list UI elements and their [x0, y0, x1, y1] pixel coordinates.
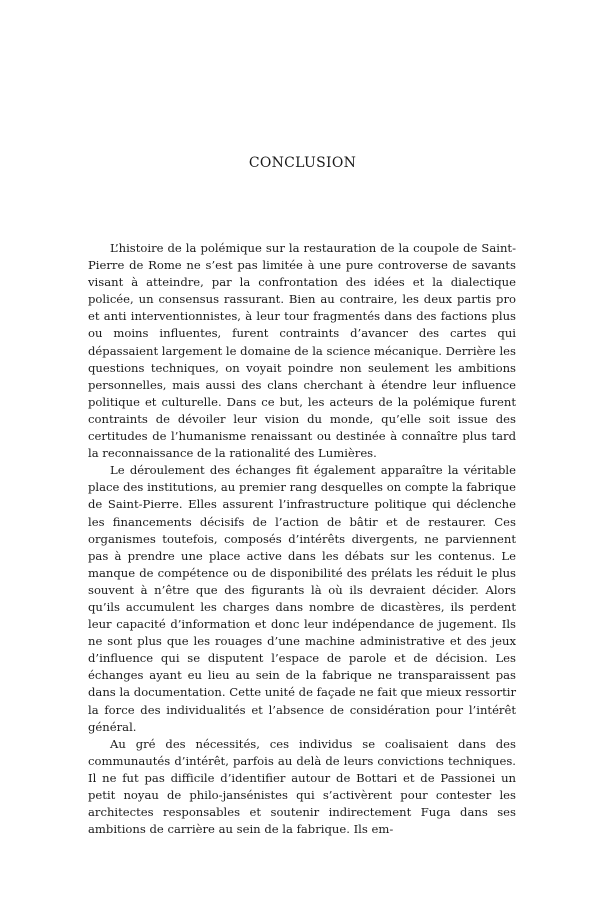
body-text [88, 240, 516, 838]
chapter-title: CONCLUSION [248, 155, 357, 171]
paragraph: L’histoire de la polémique sur la restauration de la coupole de Saint-Pierre de Rome ne s’est pas limitée à une pure controverse de savants visant à atteindre, par la confrontation des idées et la dialectique policée, un consensus rassurant. Bien au contraire, les deux partis pro et anti interventionnistes, à leur tour fragmentés dans des factions plus ou moins influentes, furent contraints d’avancer des cartes qui dépassaient largement le domaine de la science mécanique. Derrière les questions techniques, on voyait poindre non seulement les ambitions personnelles, mais aussi des clans cherchant à étendre leur influence politique et culturelle. Dans ce but, les acteurs de la polémique furent contraints de dévoiler leur vision du monde, qu’elle soit issue des certitudes de l’humanisme renaissant ou destinée à connaître plus tard la reconnaissance de la rationalité des Lumières. [88, 241, 516, 461]
paragraph: Au gré des nécessités, ces individus se coalisaient dans des communautés d’intérêt, parfois au delà de leurs convictions techniques. Il ne fut pas difficile d’identifier autour de Bottari et de Passionei un petit noyau de philo-jansénistes qui s’activèrent pour contester les architectes responsables et soutenir indirectement Fuga dans ses ambitions de carrière au sein de la fabrique. Ils em- [88, 736, 516, 837]
paragraph: Le déroulement des échanges fit également apparaître la véritable place des institutions, au premier rang desquelles on compte la fabrique de Saint-Pierre. Elles assurent l’infrastructure politique qui déclenche les financements décisifs de l’action de bâtir et de restaurer. Ces organismes toutefois, composés d’intérêts divergents, ne parviennent pas à prendre une place active dans les débats sur les contenus. Le manque de compétence ou de disponibilité des prélats les réduit le plus souvent à n’être que des figurants là où ils devraient décider. Alors qu’ils accumulent les charges dans nombre de dicastères, ils perdent leur capacité d’information et donc leur indépendance de jugement. Ils ne sont plus que les rouages d’une machine administrative et des jeux d’influence qui se disputent l’espace de parole et de décision. Les échanges ayant eu lieu au sein de la fabrique ne transparaissent pas dans la documentation. Cette unité de façade ne fait que mieux ressortir la force des individualités et l’absence de considération pour l’intérêt général. [88, 463, 516, 734]
